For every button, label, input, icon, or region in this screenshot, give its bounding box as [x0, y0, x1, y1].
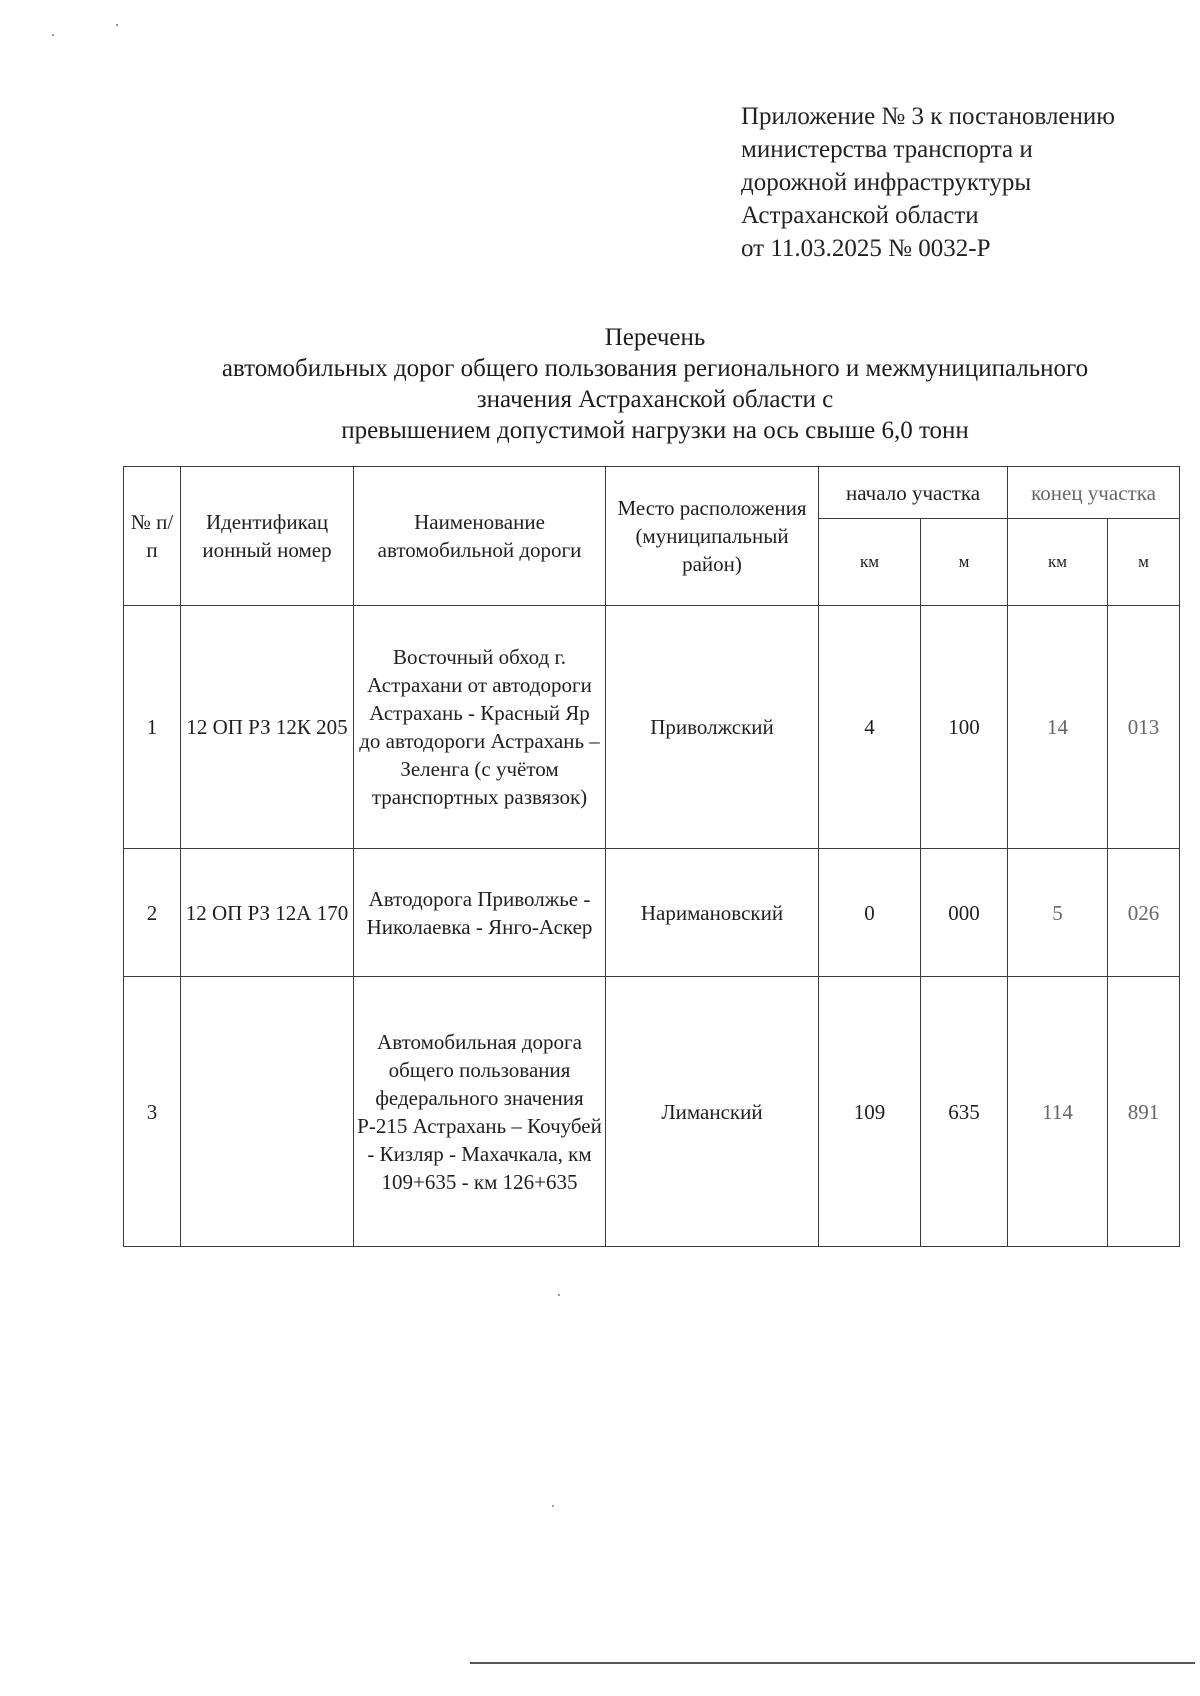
header-section-end: конец участка: [1008, 467, 1180, 519]
scan-speck: [552, 1505, 554, 1507]
cell-end-m: 026: [1108, 849, 1180, 977]
cell-number: 1: [124, 606, 181, 849]
title-line: Перечень: [604, 324, 706, 351]
cell-start-km: 4: [819, 606, 921, 849]
cell-start-km: 0: [819, 849, 921, 977]
header-section-start: начало участка: [819, 467, 1008, 519]
scan-speck: [558, 1294, 560, 1296]
scan-speck: [52, 34, 54, 36]
table-row: [124, 849, 1180, 977]
cell-start-m: 100: [921, 606, 1008, 849]
header-start-m: м: [921, 519, 1008, 606]
table-row: [124, 977, 1180, 1247]
document-title: [120, 322, 1190, 446]
cell-end-km: 14: [1008, 606, 1108, 849]
cell-number: 3: [124, 977, 181, 1247]
title-line: значения Астраханской области с: [476, 386, 834, 413]
cell-number: 2: [124, 849, 181, 977]
cell-id: [181, 977, 354, 1247]
table-row: [124, 606, 1180, 849]
roads-table: [123, 466, 1180, 1247]
appendix-line: от 11.03.2025 № 0032-Р: [741, 235, 991, 262]
table-header-row: [124, 467, 1180, 519]
cell-start-km: 109: [819, 977, 921, 1247]
header-start-km: км: [819, 519, 921, 606]
bottom-rule: [470, 1662, 1195, 1664]
header-end-km: км: [1008, 519, 1108, 606]
header-id: Идентификац ионный номер: [181, 467, 354, 606]
header-end-m: м: [1108, 519, 1180, 606]
header-number: № п/п: [124, 467, 181, 606]
cell-end-m: 891: [1108, 977, 1180, 1247]
cell-end-m: 013: [1108, 606, 1180, 849]
header-location: Место расположения (муниципальный район): [606, 467, 819, 606]
cell-end-km: 114: [1008, 977, 1108, 1247]
cell-id: 12 ОП РЗ 12А 170: [181, 849, 354, 977]
cell-district: Приволжский: [606, 606, 819, 849]
appendix-reference: [741, 100, 1181, 265]
cell-road-name: Автодорога Приволжье - Николаевка - Янго-Аскер: [354, 849, 606, 977]
scan-speck: [116, 24, 118, 26]
cell-district: Лиманский: [606, 977, 819, 1247]
appendix-line: Астраханской области: [741, 202, 979, 229]
appendix-line: министерства транспорта и: [741, 136, 1033, 163]
title-line: превышением допустимой нагрузки на ось свыше 6,0 тонн: [341, 417, 969, 444]
appendix-line: Приложение № 3 к постановлению: [741, 103, 1115, 130]
header-road-name: Наименование автомобильной дороги: [354, 467, 606, 606]
cell-district: Наримановский: [606, 849, 819, 977]
title-line: автомобильных дорог общего пользования регионального и межмуниципального: [221, 355, 1089, 382]
cell-start-m: 635: [921, 977, 1008, 1247]
appendix-line: дорожной инфраструктуры: [741, 169, 1032, 196]
cell-road-name: Автомобильная дорога общего пользования федерального значения Р-215 Астрахань – Кочубей - Кизляр - Махачкала, км 109+635 - км 126+635: [354, 977, 606, 1247]
cell-end-km: 5: [1008, 849, 1108, 977]
cell-id: 12 ОП РЗ 12К 205: [181, 606, 354, 849]
cell-road-name: Восточный обход г. Астрахани от автодороги Астрахань - Красный Яр до автодороги Астрахань – Зеленга (с учётом транспортных развязок): [354, 606, 606, 849]
cell-start-m: 000: [921, 849, 1008, 977]
